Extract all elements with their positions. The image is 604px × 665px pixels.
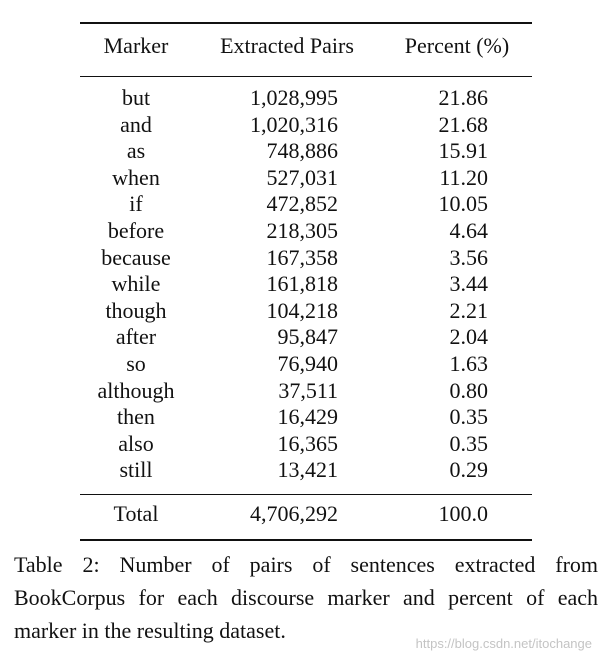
header-percent: Percent (%) — [404, 33, 510, 58]
cell-percent: 0.80 — [449, 377, 488, 403]
table-row — [80, 404, 532, 431]
cell-extracted-pairs: 16,429 — [277, 404, 338, 430]
total-label: Total — [113, 500, 159, 526]
cell-marker: and — [120, 111, 152, 137]
table-row — [80, 431, 532, 458]
cell-extracted-pairs: 104,218 — [266, 297, 338, 323]
table-row — [80, 165, 532, 192]
cell-extracted-pairs: 748,886 — [266, 138, 338, 164]
cell-percent: 0.29 — [449, 457, 488, 483]
cell-percent: 15.91 — [438, 138, 488, 164]
cell-percent: 4.64 — [449, 217, 488, 243]
cell-percent: 21.68 — [438, 111, 488, 137]
cell-percent: 3.56 — [449, 244, 488, 270]
cell-percent: 2.04 — [449, 324, 488, 350]
table-row — [80, 191, 532, 218]
table-row — [80, 298, 532, 325]
table-row — [80, 85, 532, 112]
cell-marker: because — [101, 244, 171, 270]
cell-extracted-pairs: 1,028,995 — [250, 85, 338, 110]
cell-extracted-pairs: 13,421 — [277, 457, 338, 483]
cell-extracted-pairs: 218,305 — [266, 217, 338, 243]
table-total-row — [80, 495, 532, 533]
total-percent: 100.0 — [438, 500, 488, 526]
cell-marker: as — [126, 138, 146, 164]
cell-marker: so — [126, 350, 146, 376]
table-row — [80, 138, 532, 165]
caption-label: Table 2: — [14, 552, 100, 577]
cell-percent: 11.20 — [439, 164, 488, 190]
cell-extracted-pairs: 37,511 — [278, 377, 338, 403]
table-row — [80, 218, 532, 245]
total-pairs: 4,706,292 — [250, 500, 338, 526]
cell-marker: then — [117, 404, 155, 430]
table-bottom-rule — [80, 539, 532, 541]
cell-extracted-pairs: 16,365 — [277, 430, 338, 456]
table-row — [80, 457, 532, 484]
cell-marker: while — [111, 271, 161, 297]
table-row — [80, 351, 532, 378]
cell-marker: if — [129, 191, 143, 217]
cell-extracted-pairs: 472,852 — [266, 191, 338, 217]
cell-marker: also — [118, 430, 154, 456]
table-header-row — [80, 24, 532, 68]
header-marker: Marker — [103, 33, 169, 58]
cell-percent: 0.35 — [449, 404, 488, 430]
cell-percent: 3.44 — [449, 271, 488, 297]
cell-marker: after — [115, 324, 157, 350]
data-table — [80, 22, 532, 541]
table-header-rule — [80, 76, 532, 77]
cell-marker: before — [107, 217, 165, 243]
cell-marker: when — [112, 164, 160, 190]
table-caption — [14, 548, 598, 647]
cell-marker: though — [105, 297, 167, 323]
table-row — [80, 378, 532, 405]
table-row — [80, 271, 532, 298]
cell-marker: still — [119, 457, 153, 483]
cell-extracted-pairs: 95,847 — [277, 324, 338, 350]
cell-extracted-pairs: 1,020,316 — [250, 111, 338, 137]
cell-percent: 2.21 — [449, 297, 488, 323]
table-body — [80, 85, 532, 484]
cell-extracted-pairs: 161,818 — [266, 271, 338, 297]
table-row — [80, 245, 532, 272]
cell-marker: although — [97, 377, 175, 403]
cell-extracted-pairs: 527,031 — [266, 164, 338, 190]
cell-percent: 21.86 — [438, 85, 488, 110]
cell-percent: 0.35 — [449, 430, 488, 456]
cell-percent: 10.05 — [438, 191, 488, 217]
cell-extracted-pairs: 76,940 — [277, 350, 338, 376]
cell-percent: 1.63 — [449, 350, 488, 376]
caption-text: Number of pairs of sentences extracted from BookCorpus for each discourse marker and percent of each marker in the resulting dataset. — [14, 552, 599, 643]
table-row — [80, 112, 532, 139]
table-row — [80, 324, 532, 351]
cell-marker: but — [121, 85, 151, 110]
cell-extracted-pairs: 167,358 — [266, 244, 338, 270]
header-extracted-pairs: Extracted Pairs — [220, 33, 354, 58]
watermark: https://blog.csdn.net/itochange — [415, 636, 592, 651]
